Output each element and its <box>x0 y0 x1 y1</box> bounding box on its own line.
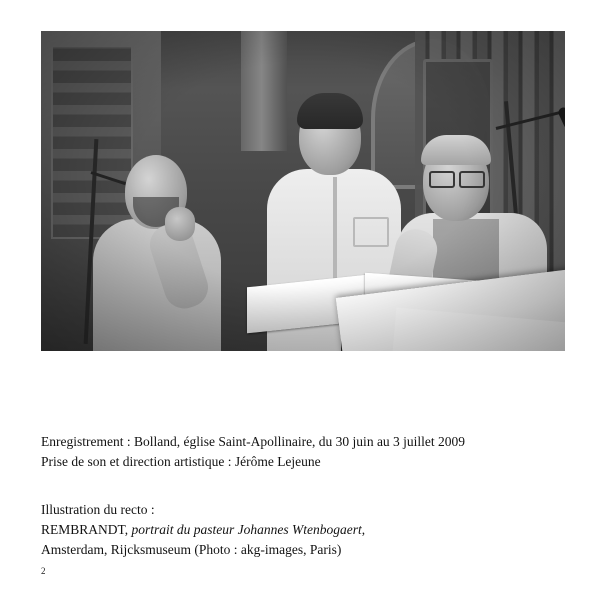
photo-vignette <box>41 31 565 351</box>
caption-block <box>41 432 511 560</box>
illustration-heading: Illustration du recto : <box>41 502 155 517</box>
illustration-title: portrait du pasteur Johannes Wtenbogaert <box>131 522 362 537</box>
recording-credit-line-1: Enregistrement : Bolland, église Saint-Apollinaire, du 30 juin au 3 juillet 2009 <box>41 434 466 449</box>
photo-image <box>41 31 565 351</box>
caption-spacer <box>41 472 511 500</box>
photograph <box>41 31 565 351</box>
recording-credit-line-2: Prise de son et direction artistique : Jérôme Lejeune <box>41 454 321 469</box>
illustration-credit-line-2: Amsterdam, Rijcksmuseum (Photo : akg-images, Paris) <box>41 542 342 557</box>
illustration-artist: REMBRANDT, <box>41 522 132 537</box>
illustration-credit-line-1 <box>41 520 511 540</box>
page-number: 2 <box>41 566 46 576</box>
illustration-punctuation: , <box>361 522 366 537</box>
